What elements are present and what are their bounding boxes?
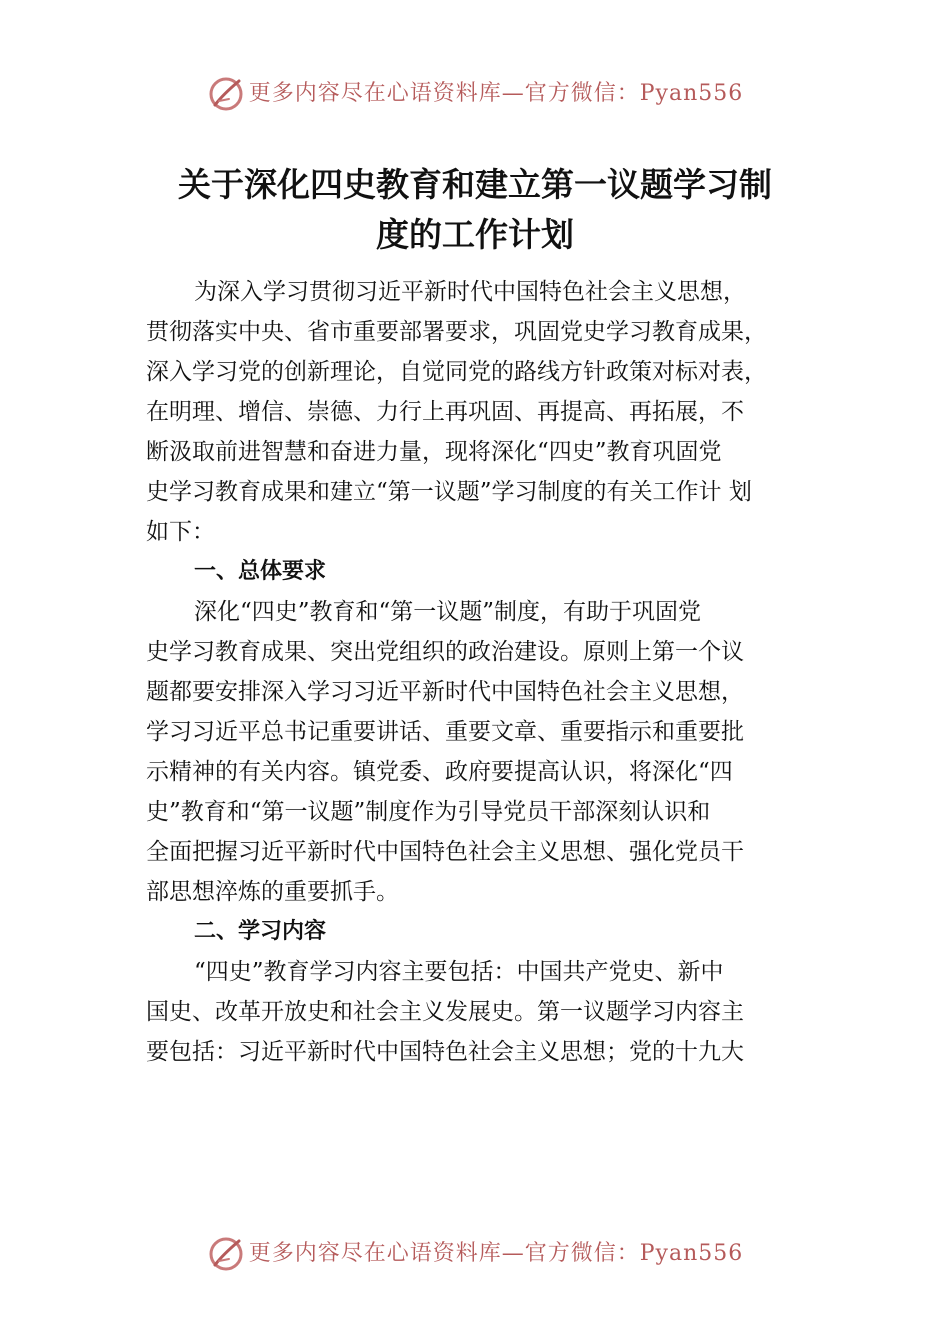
watermark-text: 更多内容尽在心语资料库—官方微信：Pyan556 xyxy=(248,81,744,106)
paragraph-line: 贯彻落实中央、省市重要部署要求，巩固党史学习教育成果， xyxy=(146,319,767,345)
paragraph-line: 示精神的有关内容。镇党委、政府要提高认识，将深化“四 xyxy=(146,759,733,785)
title-line: 关于深化四史教育和建立第一议题学习制 xyxy=(178,165,772,204)
brush-circle-logo-icon xyxy=(207,75,245,113)
title-line: 度的工作计划 xyxy=(376,215,574,254)
document-body xyxy=(146,272,836,1072)
document-title xyxy=(140,160,810,260)
paragraph-line: 为深入学习贯彻习近平新时代中国特色社会主义思想， xyxy=(194,279,746,305)
paragraph-line: 题都要安排深入学习习近平新时代中国特色社会主义思想， xyxy=(146,679,744,705)
watermark-banner-bottom xyxy=(0,1232,950,1276)
paragraph-line: 史”教育和“第一议题”制度作为引导党员干部深刻认识和 xyxy=(146,799,711,825)
section-heading-learning-content: 二、学习内容 xyxy=(194,919,327,944)
paragraph-line: 深化“四史”教育和“第一议题”制度，有助于巩固党 xyxy=(194,599,702,625)
watermark-text: 更多内容尽在心语资料库—官方微信：Pyan556 xyxy=(248,1241,744,1266)
paragraph-line: 部思想淬炼的重要抓手。 xyxy=(146,879,399,905)
paragraph-line: 要包括：习近平新时代中国特色社会主义思想；党的十九大 xyxy=(146,1039,744,1065)
paragraph-line: 深入学习党的创新理论，自觉同党的路线方针政策对标对表， xyxy=(146,359,767,385)
watermark-banner-top xyxy=(0,72,950,116)
paragraph-line: 断汲取前进智慧和奋进力量，现将深化“四史”教育巩固党 xyxy=(146,439,722,465)
paragraph-line: 学习习近平总书记重要讲话、重要文章、重要指示和重要批 xyxy=(146,719,744,745)
paragraph-line: 全面把握习近平新时代中国特色社会主义思想、强化党员干 xyxy=(146,839,744,865)
section-heading-overall-requirements: 一、总体要求 xyxy=(194,559,327,584)
paragraph-line: 如下： xyxy=(146,519,215,545)
paragraph-line: 在明理、增信、崇德、力行上再巩固、再提高、再拓展，不 xyxy=(146,399,744,425)
brush-circle-logo-icon xyxy=(207,1235,245,1273)
paragraph-line: 国史、改革开放史和社会主义发展史。第一议题学习内容主 xyxy=(146,999,744,1025)
paragraph-line: “四史”教育学习内容主要包括：中国共产党史、新中 xyxy=(194,959,724,985)
paragraph-line: 史学习教育成果、突出党组织的政治建设。原则上第一个议 xyxy=(146,639,744,665)
paragraph-line: 史学习教育成果和建立“第一议题”学习制度的有关工作计 划 xyxy=(146,479,752,505)
